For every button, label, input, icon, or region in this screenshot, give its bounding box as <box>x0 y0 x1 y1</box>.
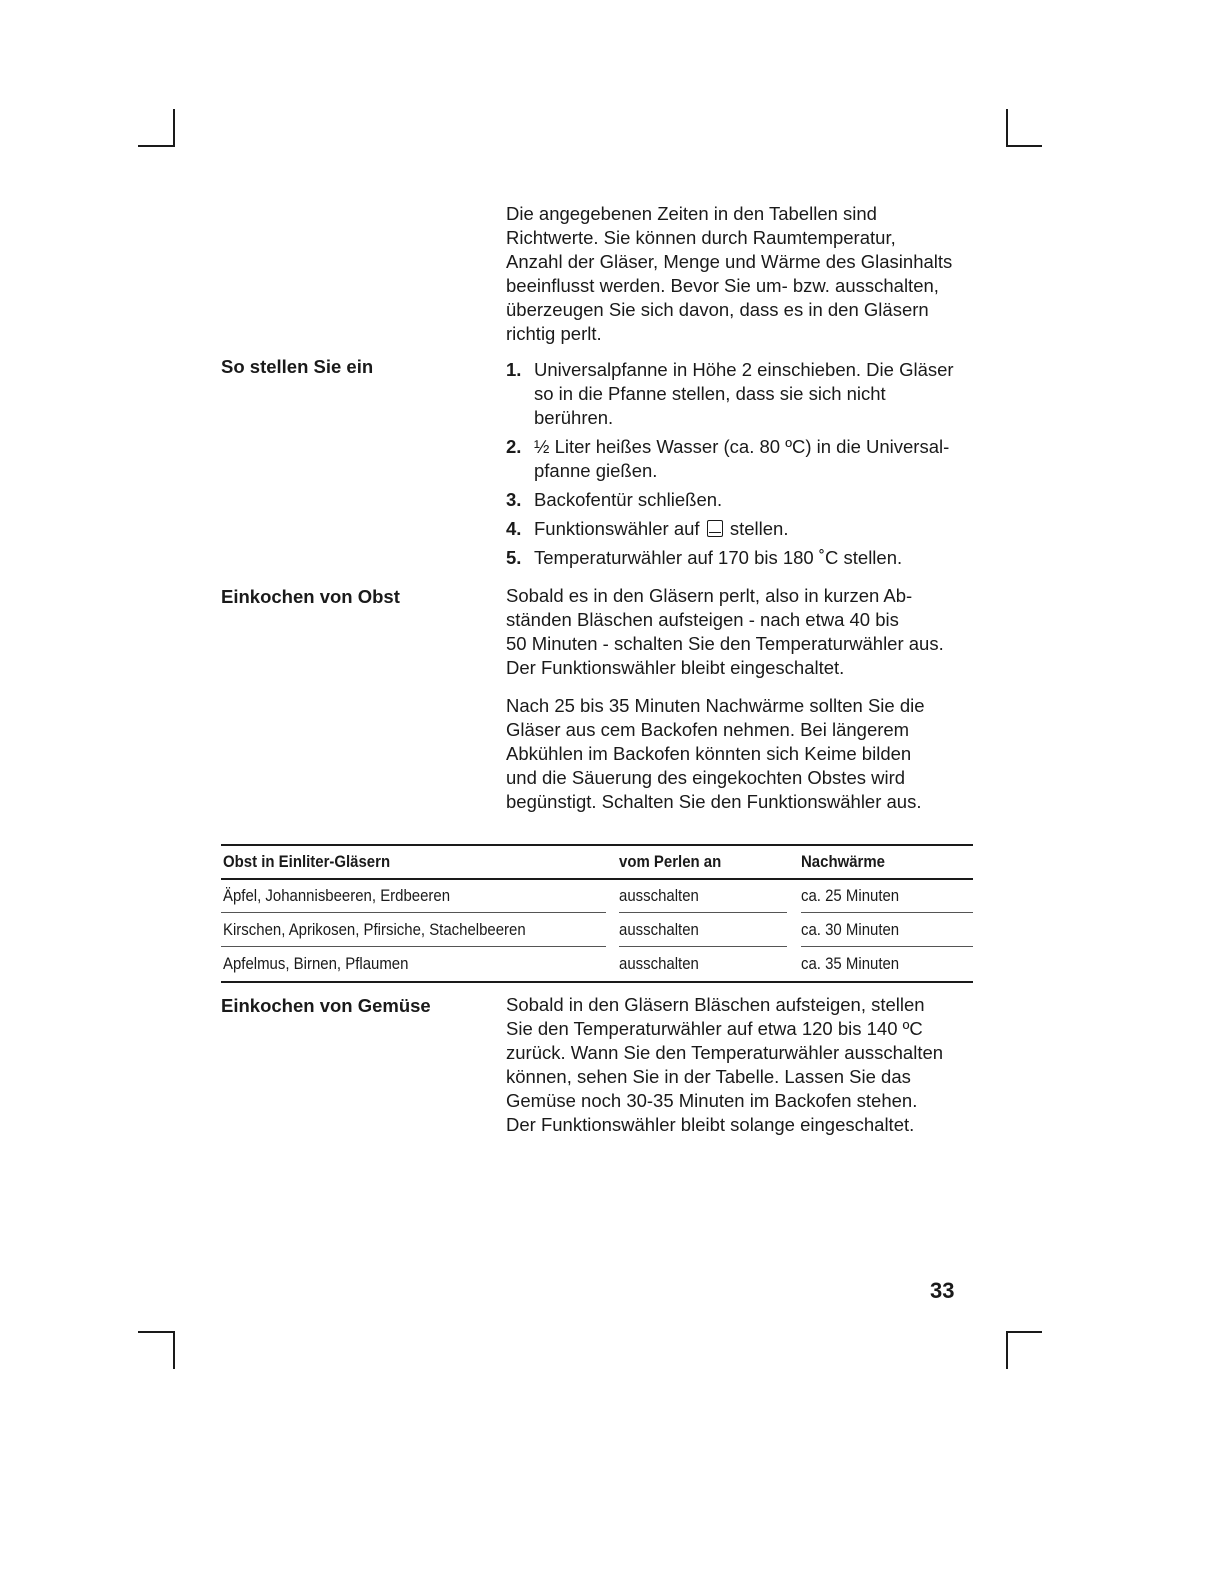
vegetables-line: Der Funktionswähler bleibt solange eingeschaltet. <box>506 1114 915 1135</box>
crop-mark-top-right-v <box>1006 109 1008 147</box>
table-cell: Kirschen, Aprikosen, Pfirsiche, Stachelbeeren <box>223 920 526 939</box>
fruit-line: begünstigt. Schalten Sie den Funktionswähler aus. <box>506 791 922 812</box>
table-cell: ausschalten <box>619 954 699 973</box>
page-number: 33 <box>930 1278 955 1303</box>
crop-mark-bottom-left-v <box>173 1331 175 1369</box>
table-row-rule <box>801 946 973 947</box>
table-top-rule <box>221 844 973 846</box>
step-item <box>506 435 976 483</box>
table-header-rule <box>221 878 973 880</box>
crop-mark-top-left-v <box>173 109 175 147</box>
fruit-line: Abkühlen im Backofen könnten sich Keime bilden <box>506 743 912 764</box>
intro-line: richtig perlt. <box>506 323 602 344</box>
table-bottom-rule <box>221 981 973 983</box>
fruit-line: Der Funktionswähler bleibt eingeschaltet. <box>506 657 845 678</box>
step-item <box>506 358 976 430</box>
step-text: stellen. <box>729 518 789 539</box>
intro-line: Die angegebenen Zeiten in den Tabellen sind <box>506 203 877 224</box>
fruit-line: Nach 25 bis 35 Minuten Nachwärme sollten Sie die <box>506 695 925 716</box>
step-number: 2. <box>506 436 522 457</box>
fruit-line: Sobald es in den Gläsern perlt, also in kurzen Ab- <box>506 585 913 606</box>
intro-line: überzeugen Sie sich davon, dass es in den Gläsern <box>506 299 929 320</box>
intro-line: Anzahl der Gläser, Menge und Wärme des Glasinhalts <box>506 251 953 272</box>
table-cell: ca. 25 Minuten <box>801 886 900 905</box>
setup-steps <box>506 358 976 575</box>
table-cell: ca. 30 Minuten <box>801 920 900 939</box>
fruit-line: und die Säuerung des eingekochten Obstes wird <box>506 767 906 788</box>
fruit-line: ständen Bläschen aufsteigen - nach etwa 40 bis <box>506 609 899 630</box>
step-number: 1. <box>506 359 522 380</box>
step-line: berühren. <box>534 407 614 428</box>
vegetables-line: können, sehen Sie in der Tabelle. Lassen Sie das <box>506 1066 911 1087</box>
intro-paragraph <box>506 202 976 346</box>
vegetables-line: zurück. Wann Sie den Temperaturwähler ausschalten <box>506 1042 944 1063</box>
table-row-rule <box>619 912 787 913</box>
table-cell: ausschalten <box>619 886 699 905</box>
step-item <box>506 546 976 570</box>
step-number: 4. <box>506 518 522 539</box>
step-item <box>506 488 976 512</box>
step-text: Funktionswähler auf <box>534 518 700 539</box>
step-line <box>534 517 976 541</box>
table-row-rule <box>801 912 973 913</box>
crop-mark-bottom-right-v <box>1006 1331 1008 1369</box>
crop-mark-top-left-h <box>138 145 174 147</box>
fruit-line: 50 Minuten - schalten Sie den Temperaturwähler aus. <box>506 633 944 654</box>
setup-heading: So stellen Sie ein <box>221 356 374 377</box>
crop-mark-bottom-right-h <box>1006 1331 1042 1333</box>
step-line: Backofentür schließen. <box>534 489 723 510</box>
step-number: 3. <box>506 489 522 510</box>
step-line: ½ Liter heißes Wasser (ca. 80 ºC) in die Universal- <box>534 436 950 457</box>
table-cell: ausschalten <box>619 920 699 939</box>
step-line: Universalpfanne in Höhe 2 einschieben. Die Gläser <box>534 359 954 380</box>
table-cell: Äpfel, Johannisbeeren, Erdbeeren <box>223 886 451 905</box>
oven-bottom-heat-icon <box>707 520 723 537</box>
step-item <box>506 517 976 541</box>
fruit-paragraph-1 <box>506 584 976 680</box>
step-line: Temperaturwähler auf 170 bis 180 ˚C stellen. <box>534 547 903 568</box>
table-row-rule <box>619 946 787 947</box>
crop-mark-top-right-h <box>1006 145 1042 147</box>
vegetables-line: Sie den Temperaturwähler auf etwa 120 bis 140 ºC <box>506 1018 923 1039</box>
table-row-rule <box>221 946 606 947</box>
vegetables-line: Gemüse noch 30-35 Minuten im Backofen stehen. <box>506 1090 918 1111</box>
fruit-paragraph-2 <box>506 694 976 814</box>
table-header-fruit: Obst in Einliter-Gläsern <box>223 852 391 871</box>
table-cell: Apfelmus, Birnen, Pflaumen <box>223 954 409 973</box>
crop-mark-bottom-left-h <box>138 1331 174 1333</box>
fruit-heading: Einkochen von Obst <box>221 586 400 607</box>
vegetables-heading: Einkochen von Gemüse <box>221 995 431 1016</box>
fruit-line: Gläser aus cem Backofen nehmen. Bei längerem <box>506 719 910 740</box>
step-line: so in die Pfanne stellen, dass sie sich nicht <box>534 383 886 404</box>
intro-line: beeinflusst werden. Bevor Sie um- bzw. ausschalten, <box>506 275 939 296</box>
table-row-rule <box>221 912 606 913</box>
table-header-start: vom Perlen an <box>619 852 722 871</box>
intro-line: Richtwerte. Sie können durch Raumtemperatur, <box>506 227 896 248</box>
table-cell: ca. 35 Minuten <box>801 954 900 973</box>
step-number: 5. <box>506 547 522 568</box>
vegetables-line: Sobald in den Gläsern Bläschen aufsteigen, stellen <box>506 994 925 1015</box>
table-header-afterheat: Nachwärme <box>801 852 885 871</box>
step-line: pfanne gießen. <box>534 460 658 481</box>
vegetables-paragraph <box>506 993 976 1137</box>
